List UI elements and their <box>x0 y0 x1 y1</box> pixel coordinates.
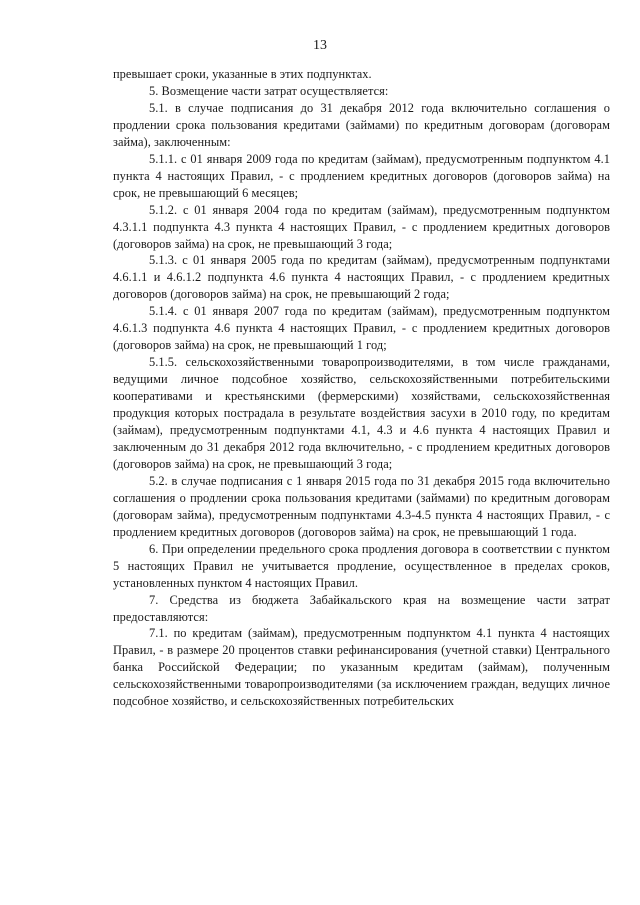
paragraph-6: 6. При определении предельного срока продления договора в соответствии с пунктом 5 настоящих Правил не учитывается продление, осуществленное в пределах сроков, установленных пунктом 4 настоящих Правил. <box>113 541 610 590</box>
paragraph-7: 7. Средства из бюджета Забайкальского края на возмещение части затрат предоставляются: <box>113 592 610 624</box>
paragraph-5-1-1: 5.1.1. с 01 января 2009 года по кредитам (займам), предусмотренным подпунктом 4.1 пункта 4 настоящих Правил, - с продлением кредитных договоров (договоров займа) на срок, не превышающий 6 месяцев; <box>113 151 610 200</box>
paragraph-5: 5. Возмещение части затрат осуществляется: <box>149 83 389 98</box>
paragraph-5-1-4: 5.1.4. с 01 января 2007 года по кредитам (займам), предусмотренным подпунктом 4.6.1.3 подпункта 4.6 пункта 4 настоящих Правил, - с продлением кредитных договоров (договоров займа) на срок, не превышающий 1 год; <box>113 304 610 353</box>
paragraph-5-1-2: 5.1.2. с 01 января 2004 года по кредитам (займам), предусмотренным подпунктом 4.3.1.1 подпункта 4.3 пункта 4 настоящих Правил, - с продлением кредитных договоров (договоров займа) на срок, не превышающий 3 года; <box>113 202 610 251</box>
page-number: 13 <box>313 38 327 53</box>
paragraph-5-1: 5.1. в случае подписания до 31 декабря 2012 года включительно соглашения о продлении срока пользования кредитами (займами) по кредитным договорам (договорам займа), заключенным: <box>113 100 610 149</box>
paragraph-continuation: превышает сроки, указанные в этих подпунктах. <box>113 67 372 81</box>
paragraph-5-1-3: 5.1.3. с 01 января 2005 года по кредитам (займам), предусмотренным подпунктами 4.6.1.1 и 4.6.1.2 подпункта 4.6 пункта 4 настоящих Правил, - с продлением кредитных договоров (договоров займа) на срок, не превышающий 2 года; <box>113 253 610 302</box>
paragraph-7-1: 7.1. по кредитам (займам), предусмотренным подпунктом 4.1 пункта 4 настоящих Правил, - в размере 20 процентов ставки рефинансирования (учетной ставки) Центрального банка Российской Федерации; по указанным кредитам (займам), полученным сельскохозяйственными товаропроизводителями (за исключением граждан, ведущих личное подсобное хозяйство, и сельскохозяйственных потребительских <box>113 626 610 709</box>
paragraph-5-2: 5.2. в случае подписания с 1 января 2015 года по 31 декабря 2015 года включительно соглашения о продлении срока пользования кредитами (займами) по кредитным договорам (договорам займа), предусмотренным подпунктами 4.3-4.5 пункта 4 настоящих Правил, - с продлением кредитных договоров (договоров займа) на срок, не превышающий 1 года. <box>113 473 610 539</box>
document-body <box>113 66 610 710</box>
paragraph-5-1-5: 5.1.5. сельскохозяйственными товаропроизводителями, в том числе гражданами, ведущими личное подсобное хозяйство, сельскохозяйственными потребительскими кооперативами и крестьянскими (фермерскими) хозяйствами, сельскохозяйственная продукция которых пострадала в результате воздействия засухи в 2010 году, по кредитам (займам), предусмотренным подпунктами 4.1, 4.3 и 4.6 пункта 4 настоящих Правил и заключенным до 31 декабря 2012 года включительно, - с продлением кредитных договоров (договоров займа) на срок, не превышающий 3 года; <box>113 355 610 471</box>
